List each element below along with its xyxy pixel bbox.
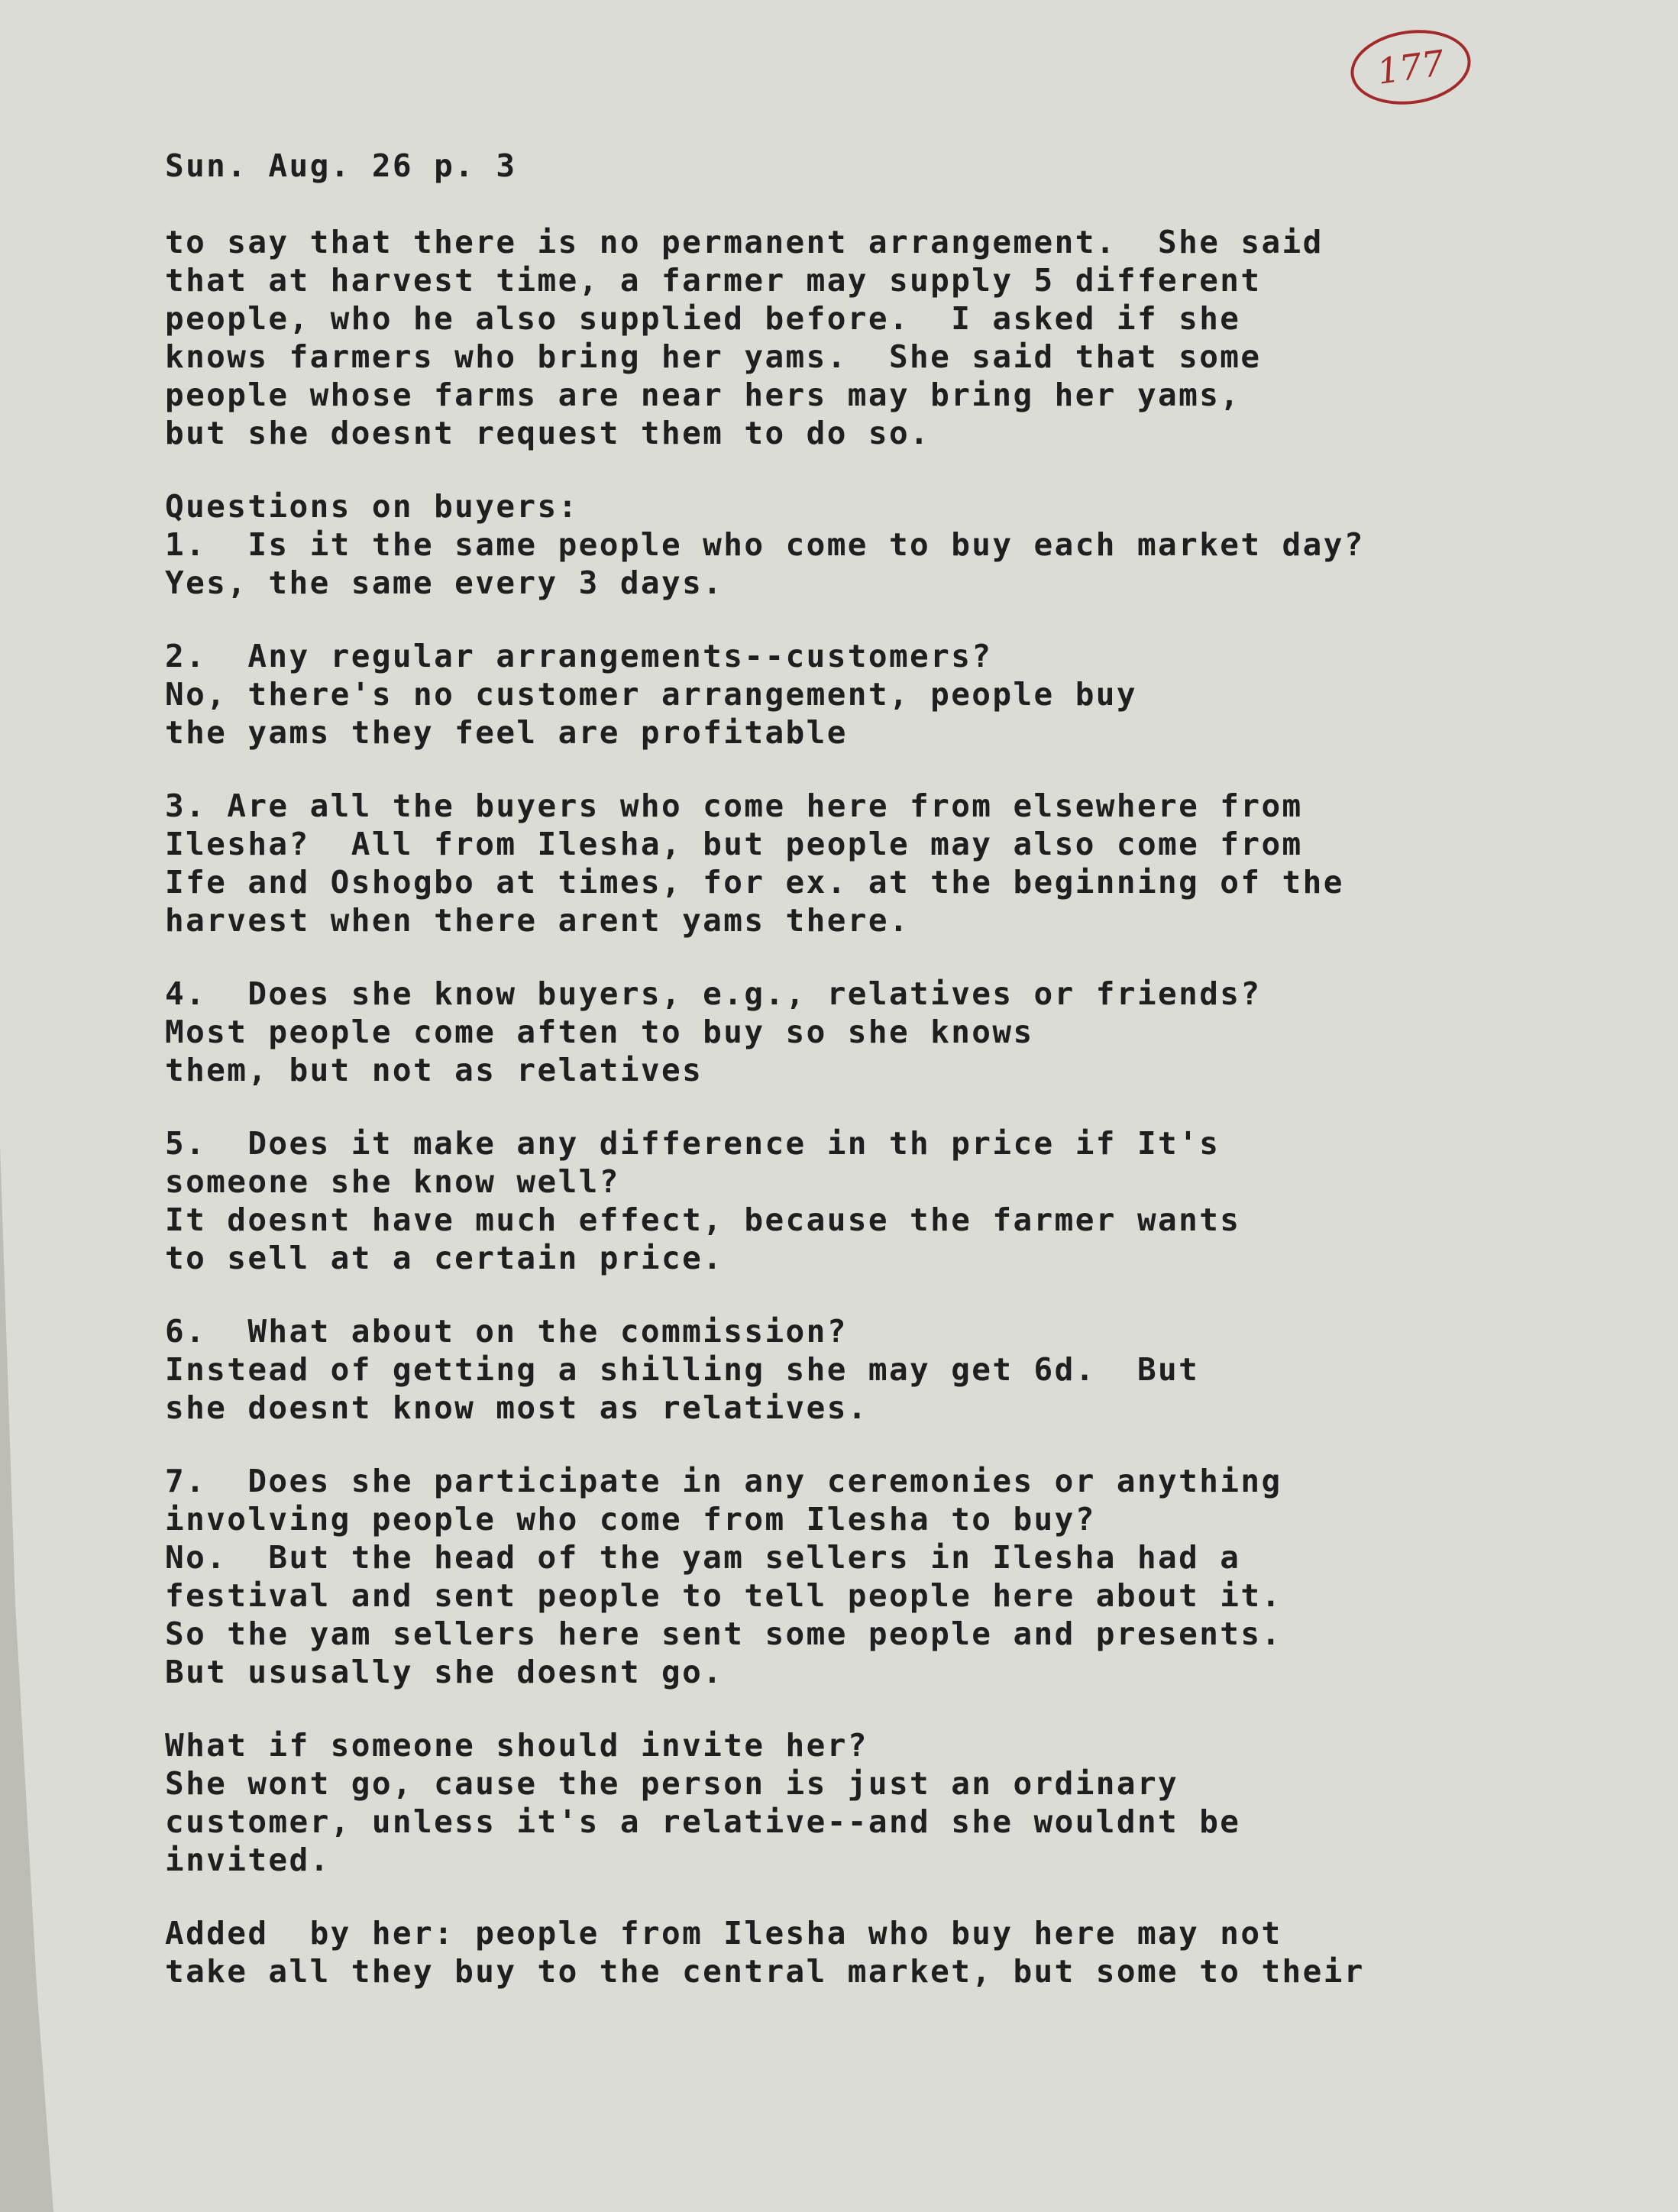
section-heading: Questions on buyers: [165,488,579,525]
text-line: to say that there is no permanent arrangement. She said [165,224,1324,260]
question-invite: What if someone should invite her? [165,1727,868,1764]
text-line: Added by her: people from Ilesha who buy here may not [165,1915,1282,1952]
answer-invite: She wont go, cause the person is just an ordinary [165,1765,1179,1802]
text-line: knows farmers who bring her yams. She said that some [165,338,1262,375]
paragraph-question-7 [165,1462,1524,1691]
answer-4-cont: them, but not as relatives [165,1052,703,1088]
answer-4: Most people come aften to buy so she knows [165,1014,1034,1050]
question-5-cont: someone she know well? [165,1163,620,1200]
answer-6: Instead of getting a shilling she may get 6d. But [165,1351,1200,1388]
text-line: Ilesha? All from Ilesha, but people may also come from [165,826,1303,862]
text-line: harvest when there arent yams there. [165,902,910,939]
answer-7: No. But the head of the yam sellers in Ilesha had a [165,1539,1241,1576]
text-line: that at harvest time, a farmer may supply 5 different [165,262,1262,299]
folio-number-circle: 177 [1346,22,1476,112]
paragraph-question-2 [165,637,1524,752]
text-line: So the yam sellers here sent some people and presents. [165,1615,1282,1652]
text-line: customer, unless it's a relative--and she wouldnt be [165,1803,1241,1840]
page-header: Sun. Aug. 26 p. 3 [165,147,517,184]
question-1: 1. Is it the same people who come to buy each market day? [165,526,1365,563]
paragraph-questions-intro [165,487,1524,602]
text-line: festival and sent people to tell people here about it. [165,1577,1282,1614]
answer-5: It doesnt have much effect, because the farmer wants [165,1201,1241,1238]
question-3: 3. Are all the buyers who come here from elsewhere from [165,787,1303,824]
text-line: Ife and Oshogbo at times, for ex. at the beginning of the [165,864,1344,901]
question-7-cont: involving people who come from Ilesha to buy? [165,1501,1096,1538]
paragraph-question-4 [165,975,1524,1089]
paragraph-question-3 [165,787,1524,939]
paragraph-1 [165,223,1524,452]
paragraph-question-6 [165,1312,1524,1427]
text-line: invited. [165,1842,331,1878]
question-5: 5. Does it make any difference in th price if It's [165,1125,1221,1162]
text-line: but she doesnt request them to do so. [165,415,931,451]
paragraph-question-5 [165,1124,1524,1277]
answer-2-cont: the yams they feel are profitable [165,714,848,751]
question-2: 2. Any regular arrangements--customers? [165,638,993,674]
question-6: 6. What about on the commission? [165,1313,848,1350]
text-line: take all they buy to the central market, but some to their [165,1953,1365,1990]
text-line: people, who he also supplied before. I asked if she [165,300,1241,337]
answer-5-cont: to sell at a certain price. [165,1240,724,1276]
question-4: 4. Does she know buyers, e.g., relatives or friends? [165,975,1262,1012]
text-line: But ususally she doesnt go. [165,1654,724,1690]
text-line: people whose farms are near hers may bring her yams, [165,377,1241,413]
typed-text-body [165,147,1524,1990]
paragraph-invite [165,1726,1524,1879]
paragraph-added [165,1914,1524,1990]
answer-2: No, there's no customer arrangement, people buy [165,676,1137,713]
question-7: 7. Does she participate in any ceremonies or anything [165,1463,1282,1499]
answer-6-cont: she doesnt know most as relatives. [165,1389,868,1426]
answer-1: Yes, the same every 3 days. [165,564,724,601]
